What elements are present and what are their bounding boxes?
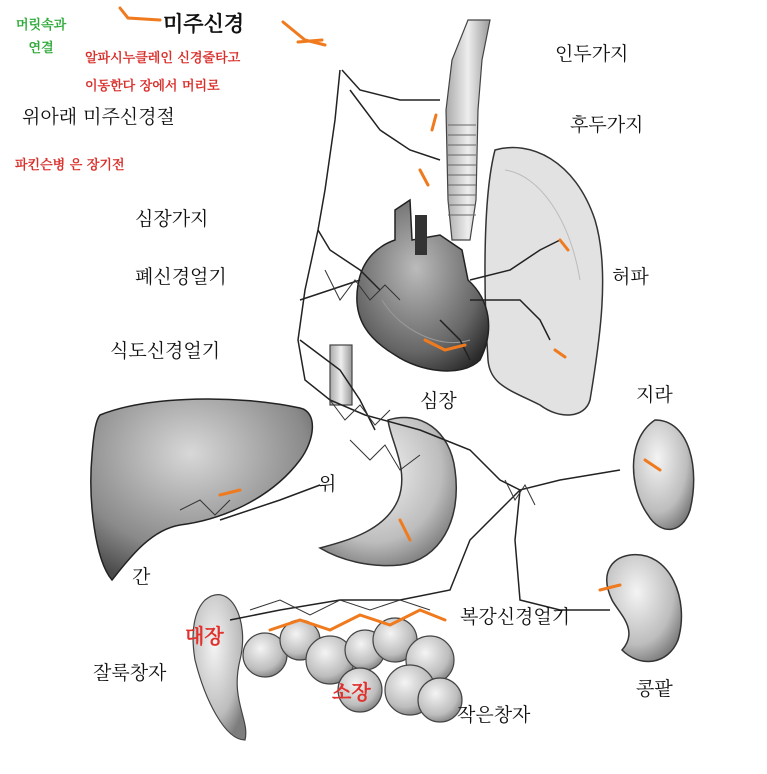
label-pulmonary-plexus: 폐신경얼기	[135, 266, 227, 288]
label-small-colon: 작은창자	[457, 704, 531, 726]
label-stomach: 위	[318, 473, 337, 495]
lung-shape	[485, 148, 603, 415]
label-kidney: 콩팥	[636, 678, 673, 700]
label-laryngeal-branch: 후두가지	[570, 114, 644, 136]
annotation-large-intestine: 대장	[185, 624, 224, 648]
label-lung: 허파	[612, 266, 649, 288]
annotation-medulla-link: 머릿속과 연결	[16, 18, 67, 57]
annotation-parkinson: 파킨슨병 은 장기전	[15, 158, 125, 173]
label-vagus-nerve: 미주신경	[163, 12, 245, 36]
label-pharyngeal-branch: 인두가지	[555, 43, 629, 65]
esophagus	[330, 345, 352, 405]
label-ascending-colon: 잘룩창자	[93, 662, 167, 684]
label-cardiac-branch: 심장가지	[135, 208, 209, 230]
trachea	[446, 20, 490, 240]
stomach-shape	[320, 417, 456, 565]
label-celiac-plexus: 복강신경얼기	[460, 606, 571, 628]
annotation-small-intestine: 소장	[332, 680, 371, 704]
intestines	[193, 595, 462, 740]
liver-shape	[91, 399, 312, 580]
label-spleen: 지라	[636, 384, 673, 406]
label-liver: 간	[132, 566, 151, 588]
annotation-gut-to-brain: 이동한다 장에서 머리로	[85, 79, 220, 94]
spleen-shape	[633, 420, 693, 529]
annotation-alpha-synuclein: 알파시누클레인 신경줄타고	[85, 51, 241, 66]
label-heart: 심장	[420, 390, 457, 412]
kidney-shape	[607, 555, 682, 662]
label-esophageal-plexus: 식도신경얼기	[110, 340, 221, 362]
label-ganglia: 위아래 미주신경절	[22, 106, 175, 128]
